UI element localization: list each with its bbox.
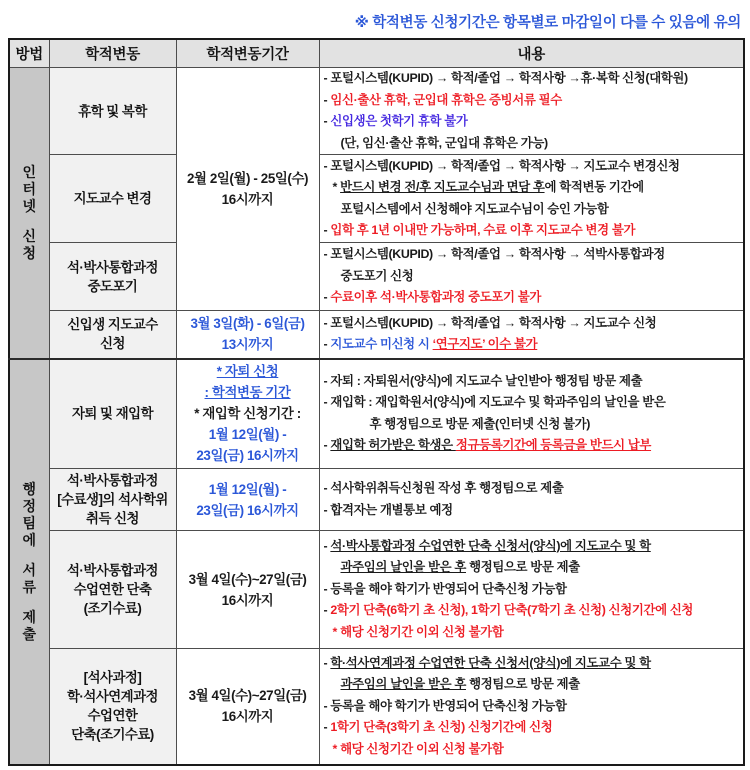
content-cell [319,469,744,531]
content-line [320,414,744,436]
text-segment: 16시까지 [221,709,274,725]
text-segment: 행정팀으로 방문 제출 [465,677,580,691]
text-segment: 23일(금) 16시까지 [196,502,299,518]
method-char: 에 [22,531,37,548]
content-line [320,199,744,221]
text-segment: - 등록을 해야 학기가 반영되어 단축신청 가능함 [323,698,567,713]
text-segment: - 석사학위취득신청원 작성 후 행정팀으로 제출 [323,481,564,495]
change-type-line: (조기수료) [83,601,142,616]
method-cell [9,359,49,765]
period-cell [176,531,319,649]
content-cell [319,243,744,311]
text-segment: 에 학적변동 기간에 [544,180,644,194]
method-char: 출 [22,625,37,642]
period-line [177,590,319,611]
content-line [320,435,744,457]
text-segment: : 학적변동 기간 [204,385,291,401]
content-line [320,739,744,761]
text-segment: 과주임의 날인을 받은 후 [340,677,466,691]
text-segment: 후 행정팀으로 방문 제출(인터넷 신청 불가) [369,416,591,431]
text-segment: 지도교수 미신청 시 [330,337,433,352]
period-line [177,334,319,355]
text-segment: 석·박사통합과정 수업연한 단축 신청서(양식)에 지도교수 및 학 [330,538,651,553]
table-header [9,39,744,68]
change-type-line: 수업연한 [87,708,138,724]
content-line [320,371,744,393]
change-type-line: [수료생]의 석사학위 [57,492,168,507]
period-line [177,403,319,424]
text-segment: 2월 2일(월) - 25일(수) [186,171,309,186]
header-change-period: 학적변동기간 [176,39,319,68]
table-row [9,311,744,359]
text-segment: 13시까지 [221,337,274,353]
method-char: 청 [22,244,37,261]
text-segment: 신입생은 첫학기 휴학 불가 [330,114,468,128]
period-line [177,189,319,210]
period-line [177,313,319,334]
content-line [320,600,744,622]
change-type-line: 학·석사연계과정 [66,689,158,705]
text-segment: - [323,114,331,128]
change-type-line: 취득 신청 [86,511,139,526]
change-type-line: 자퇴 및 재입학 [71,406,154,422]
text-segment: 3월 3일(화) - 6일(금) [190,316,305,332]
content-line [320,557,744,579]
content-cell [319,311,744,359]
text-segment: 1월 12일(월) - [208,427,287,443]
text-segment: - 합격자는 개별통보 예정 [323,502,453,517]
content-line [320,500,744,522]
change-type-cell [49,311,176,359]
period-line [177,479,319,500]
table-body [9,68,744,765]
change-type-cell [49,359,176,469]
period-cell [176,68,319,311]
text-segment: 23일(금) 16시까지 [196,448,299,464]
text-segment: 학·석사연계과정 수업연한 단축 신청서(양식)에 지도교수 및 학 [330,655,651,670]
content-line [320,90,744,112]
change-type-cell [49,155,176,243]
period-cell [176,469,319,531]
header-content: 내용 [319,39,744,68]
period-line [177,685,319,706]
header-method: 방법 [9,39,49,68]
content-line [320,717,744,739]
text-segment: - 포털시스템(KUPID) → 학적/졸업 → 학적사항 → 지도교수 신청 [323,315,657,330]
text-segment: - [323,538,331,553]
text-segment: 입학 후 1년 이내만 가능하며, 수료 이후 지도교수 변경 불가 [330,223,636,237]
period-line [177,500,319,521]
content-line [320,287,744,309]
period-line [177,382,319,403]
table-row [9,359,744,469]
text-segment: 16시까지 [221,592,274,608]
change-type-cell [49,469,176,531]
method-char: 행 [22,480,37,497]
content-cell [319,68,744,155]
content-line [320,696,744,718]
method-char: 류 [22,578,37,595]
content-line [320,133,744,155]
content-line [320,266,744,288]
content-cell [319,531,744,649]
content-line [320,220,744,242]
method-char: 넷 [22,197,37,214]
content-line [320,111,744,133]
text-segment: (단, 임신·출산 휴학, 군입대 휴학은 가능) [340,135,548,150]
change-type-cell [49,243,176,311]
text-segment: - [323,603,331,618]
page-notice: ※ 학적변동 신청기간은 항목별로 마감일이 다를 수 있음에 유의 [354,15,741,31]
table-row [9,531,744,649]
text-segment: - [323,92,331,107]
period-cell [176,359,319,469]
text-segment: 포털시스템에서 신청해야 지도교수님이 승인 가능함 [340,201,609,216]
method-char: 신 [22,227,37,244]
change-type-line: 중도포기 [87,278,138,294]
text-segment: - [323,337,331,352]
text-segment: 수료이후 석·박사통합과정 중도포기 불가 [330,290,541,305]
text-segment: 16시까지 [221,192,274,207]
change-type-line: 단축(조기수료) [71,727,154,743]
table-row [9,649,744,765]
period-line [177,361,319,382]
text-segment: - [323,223,331,237]
table-row [9,243,744,311]
content-line [320,478,744,500]
table-row [9,469,744,531]
change-type-cell [49,649,176,765]
change-type-line: 휴학 및 복학 [78,103,147,119]
text-segment: - 등록을 해야 학기가 반영되어 단축신청 가능함 [323,581,567,596]
content-line [320,536,744,558]
text-segment: 정규등록기간에 등록금을 반드시 납부 [455,438,652,453]
content-line [320,653,744,675]
text-segment: * 재입학 신청기간 : [194,406,301,422]
text-segment: 2학기 단축(6학기 초 신청), 1학기 단축(7학기 초 신청) 신청기간에 신청 [330,603,694,618]
text-segment: - 재입학 : 재입학원서(양식)에 지도교수 및 학과주임의 날인을 받은 [323,395,666,410]
method-char: 터 [22,180,37,197]
text-segment: 재입학 허가받은 학생은 [330,438,456,453]
period-line [177,706,319,727]
period-cell [176,649,319,765]
text-segment: 반드시 변경 전/후 지도교수님과 면담 후 [340,180,545,194]
schedule-table [8,38,745,766]
text-segment: 임신·출산 휴학, 군입대 휴학은 증빙서류 필수 [330,92,562,107]
text-segment: ‘연구지도’ 이수 불가 [432,337,538,352]
text-segment: - 포털시스템(KUPID) → 학적/졸업 → 학적사항 → 지도교수 변경신청 [323,158,680,173]
text-segment: - [323,290,331,305]
table-row [9,68,744,155]
change-type-line: 신청 [100,336,125,352]
method-cell [9,68,49,359]
content-line [320,392,744,414]
change-type-cell [49,531,176,649]
text-segment: - [323,655,331,670]
change-type-line: 석·박사통합과정 [66,473,158,488]
period-cell [176,311,319,359]
content-line [320,244,744,266]
content-line [320,156,744,178]
text-segment: 중도포기 신청 [340,268,414,283]
content-line [320,674,744,696]
text-segment: - [323,720,331,734]
text-segment: * 자퇴 신청 [216,364,279,380]
content-cell [319,155,744,243]
header-row [9,39,744,68]
period-line [177,168,319,189]
change-type-line: 석·박사통합과정 [66,563,158,578]
period-line [177,445,319,466]
change-type-line: 석·박사통합과정 [66,259,158,275]
text-segment: * 해당 신청기간 이외 신청 불가함 [332,741,504,756]
change-type-line: 지도교수 변경 [73,191,152,206]
method-char: 정 [22,497,37,514]
text-segment: 행정팀으로 방문 제출 [465,560,580,575]
content-line [320,68,744,90]
method-char: 서 [22,561,37,578]
method-vertical-label [10,164,49,262]
text-segment: 1학기 단축(3학기 초 신청) 신청기간에 신청 [330,720,553,734]
text-segment: - 자퇴 : 자퇴원서(양식)에 지도교수 날인받아 행정팀 방문 제출 [323,373,643,388]
text-segment: - 포털시스템(KUPID) → 학적/졸업 → 학적사항 → 석박사통합과정 [323,247,665,262]
method-vertical-label [10,481,49,643]
content-cell [319,359,744,469]
content-line [320,313,744,335]
text-segment: - 포털시스템(KUPID) → 학적/졸업 → 학적사항 →휴·복학 신청(대학원) [323,71,688,85]
text-segment: 1월 12일(월) - [208,481,287,497]
change-type-line: [석사과정] [83,670,142,686]
period-line [177,569,319,590]
text-segment: * [332,180,341,194]
content-line [320,177,744,199]
period-line [177,424,319,445]
content-line [320,622,744,644]
change-type-line: 신입생 지도교수 [67,317,158,333]
content-line [320,334,744,356]
method-char: 제 [22,608,37,625]
change-type-line: 수업연한 단축 [73,582,152,597]
text-segment: - [323,438,331,453]
header-change-type: 학적변동 [49,39,176,68]
text-segment: 3월 4일(수)~27일(금) [188,688,307,704]
text-segment: * 해당 신청기간 이외 신청 불가함 [332,624,504,639]
method-char: 인 [22,163,37,180]
text-segment: 3월 4일(수)~27일(금) [188,571,307,587]
content-cell [319,649,744,765]
content-line [320,579,744,601]
change-type-cell [49,68,176,155]
text-segment: 과주임의 날인을 받은 후 [340,560,466,575]
table-row [9,155,744,243]
method-char: 팀 [22,514,37,531]
